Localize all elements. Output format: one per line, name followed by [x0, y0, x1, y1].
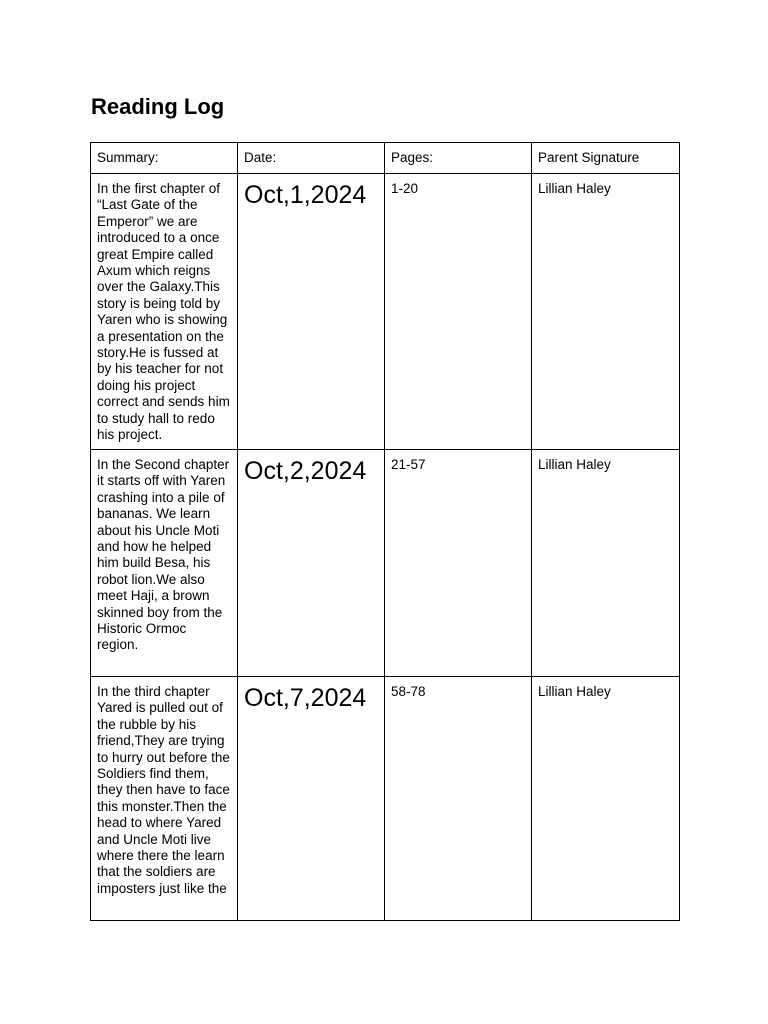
pages-cell: 58-78 [385, 677, 532, 921]
date-cell: Oct,1,2024 [238, 174, 385, 450]
header-row [91, 143, 680, 174]
pages-cell: 21-57 [385, 450, 532, 677]
page-title: Reading Log [91, 94, 225, 119]
summary-cell: In the Second chapter it starts off with Yaren crashing into a pile of bananas. We learn about his Uncle Moti and how he helped him build Besa, his robot lion.We also meet Haji, a brown skinned boy from the Historic Ormoc region. [91, 450, 238, 677]
table-row [91, 450, 680, 677]
date-cell: Oct,2,2024 [238, 450, 385, 677]
signature-cell: Lillian Haley [532, 450, 680, 677]
table-row [91, 677, 680, 921]
summary-cell: In the third chapter Yared is pulled out of the rubble by his friend,They are trying to hurry out before the Soldiers find them, they then have to face this monster.Then the head to where Yared and Uncle Moti live where there the learn that the soldiers are imposters just like the [91, 677, 238, 921]
header-date: Date: [238, 143, 385, 174]
header-summary: Summary: [91, 143, 238, 174]
signature-cell: Lillian Haley [532, 677, 680, 921]
header-pages: Pages: [385, 143, 532, 174]
table-row [91, 174, 680, 450]
signature-cell: Lillian Haley [532, 174, 680, 450]
pages-cell: 1-20 [385, 174, 532, 450]
summary-cell: In the first chapter of “Last Gate of the Emperor” we are introduced to a once great Empire called Axum which reigns over the Galaxy.This story is being told by Yaren who is showing a presentation on the story.He is fussed at by his teacher for not doing his project correct and sends him to study hall to redo his project. [91, 174, 238, 450]
header-parent-signature: Parent Signature [532, 143, 680, 174]
reading-log-table [90, 142, 680, 921]
date-cell: Oct,7,2024 [238, 677, 385, 921]
